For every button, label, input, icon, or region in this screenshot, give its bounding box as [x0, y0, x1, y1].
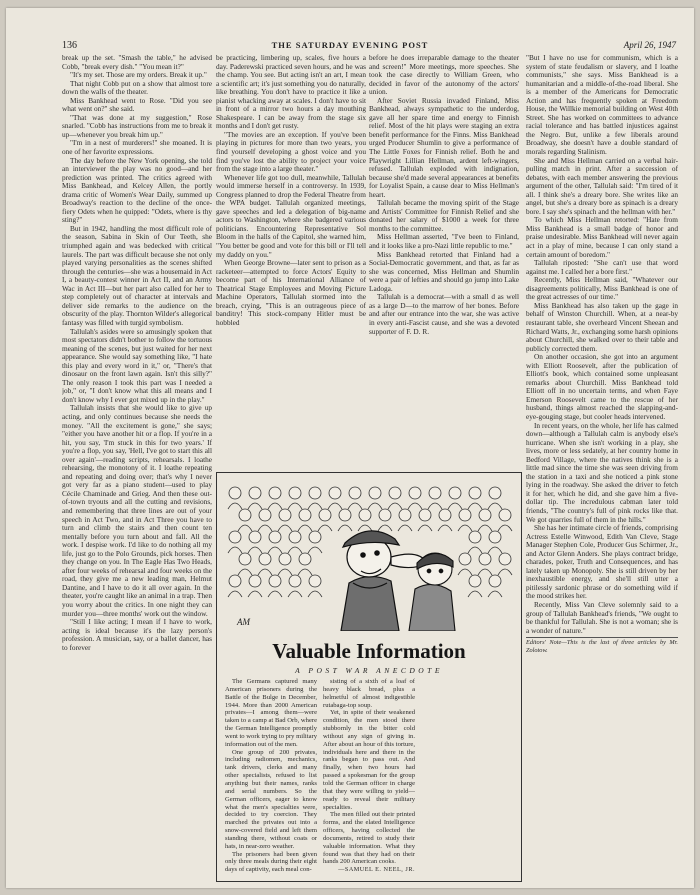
prisoner-head: [479, 553, 491, 565]
article-column-4: [526, 54, 678, 880]
prisoner-head: [489, 487, 501, 499]
editors-note: Editors' Note—This is the last of three articles by Mr. Zolotow.: [526, 639, 678, 654]
prisoner-head: [279, 553, 291, 565]
cartoon-illustration: [223, 479, 515, 631]
prisoner-head: [469, 487, 481, 499]
paragraph: Miss Hellman asserted, "I've been to Finland, and it looks like a pro-Nazi little republic to me.": [369, 232, 519, 251]
prisoner-head: [239, 509, 251, 521]
prisoner-head: [249, 575, 261, 587]
article-column-2: [216, 54, 366, 470]
article-column-1: [62, 54, 212, 880]
prisoner-head: [349, 487, 361, 499]
prisoner-head: [299, 509, 311, 521]
paragraph: Tallulah riposted: "She can't use that word against me. I called her a bore first.": [526, 258, 678, 276]
prisoner-head: [309, 487, 321, 499]
paragraph: But in 1942, handling the most difficult role of the season, Sabina in Skin of Our Teeth, she triumphed again and was bedecked with critical laurels. The part was difficult because she not only played varying personalities as the scenes shifted through the centuries—she was a housemaid in Act I, a beauty-contest winner in Act II, and an Army Wac in Act III—but her part also called for her to step completely out of character at intervals and deliver side remarks to the audience on the obscurity of the play. Thornton Wilder's allegorical fantasy was filled with turgid symbolism.: [62, 223, 212, 327]
paragraph: When George Browne—later sent to prison as a racketeer—attempted to force Actors' Equity to become part of his International Alliance of Theatrical Stage Employees and Moving Picture Machine Operators, Tallulah stormed into the breach, crying, "This is an outrageous piece of banditry! This stock-company Hitler must be hobbled: [216, 258, 366, 327]
paragraph: Tallulah's asides were so amusingly spoken that most spectators didn't bother to follow the tortuous meaning of the scenes, but just waited for her next appearance. She would say something like, "I hate this play and every word in it," or, "There's that dinosaur on the front lawn again. Isn't this silly?" The only reason I took this part was I needed a job," or, "I don't know what this all means and I don't know why I ever got mixed up in the play.": [62, 326, 212, 404]
prisoner-head: [259, 553, 271, 565]
prisoner-head: [469, 575, 481, 587]
paragraph: On another occasion, she got into an argument with Elliott Roosevelt, after the publication of Elliott's book, which contained some unpleasant remarks about Churchill. Miss Bankhead told Elliott off in no uncertain terms, and when Faye Emerson Roosevelt came to the rescue of her husband, things almost reached the slapping-and-eye-gouging stage, but cooler heads intervened.: [526, 352, 678, 421]
prisoner-head: [489, 575, 501, 587]
prisoner-head: [499, 553, 511, 565]
paragraph: To which Miss Hellman retorted: "Hate from Miss Bankhead is a small badge of honor and praise undesirable. Miss Bankhead will never again act in a play of mine, because I can only stand a certain amount of boredom.": [526, 215, 678, 259]
anecdote-subtitle: A POST WAR ANECDOTE: [295, 666, 443, 675]
paragraph: Tallulah is a democrat—with a small d as well as a large D—to the marrow of her bones. Before and after our entrance into the war, she was active in every anti-Fascist cause, and she was a devoted supporter of F. D. R.: [369, 292, 519, 336]
paragraph: "Still I like acting; I mean if I have to work, acting is ideal because it's the lazy person's profession. A musician, say, or a ballet dancer, has to forever: [62, 617, 212, 652]
paragraph: Miss Bankhead went to Rose. "Did you see what went on?" she said.: [62, 95, 212, 114]
paragraph: Miss Bankhead has also taken up the gage in behalf of Winston Churchill. When, at a near-by restaurant table, she overheard Vincent Sheean and Richard Watts, Jr., exchanging some harsh opinions about Churchill, she walked over to their table and publicly corrected them.: [526, 300, 678, 353]
prisoner-head: [259, 509, 271, 521]
prisoner-head: [479, 509, 491, 521]
anecdote-column-1: [225, 678, 317, 874]
prisoner-head: [249, 531, 261, 543]
prisoner-head: [229, 531, 241, 543]
prisoner-head: [399, 509, 411, 521]
prisoner-head: [459, 553, 471, 565]
prisoner-head: [359, 509, 371, 521]
anecdote-box: [216, 472, 522, 882]
prisoner-head: [419, 509, 431, 521]
cartoonist-signature: AM: [237, 617, 250, 627]
article-column-3: [369, 54, 519, 470]
prisoner-head: [269, 531, 281, 543]
anecdote-column-2-body: [323, 678, 415, 866]
paragraph: Recently, Miss Van Cleve solemnly said to a group of Tallulah Bankhead's friends, "We ought to be thankful for Tallulah. She is not a woman; she is a wonder of nature.": [526, 600, 678, 635]
prisoner-head: [449, 487, 461, 499]
issue-date: April 26, 1947: [623, 40, 676, 50]
prisoner-head: [329, 487, 341, 499]
paragraph: The prisoners had been given only three meals during their eight days of captivity, each meal con-: [225, 850, 317, 874]
magazine-page: [6, 8, 694, 888]
prisoner-head: [409, 487, 421, 499]
paragraph: In recent years, on the whole, her life has calmed down—although a Tallulah calm is anybody else's hurricane. When she isn't working in a play, she lives, more or less sedately, at her country home in Bedford Village, where the natives think she is a little mad since the time she was seen driving from the station in a taxi and she noticed a pink stone lying in the roadway. She asked the driver to fetch it for her, which he did, and she gave him a five-dollar tip. The incredulous cabman later told friends, "The country's full of pink rocks like that. We got quarries full of them in the hills.": [526, 420, 678, 524]
prisoner-head: [429, 487, 441, 499]
page-number: 136: [62, 40, 77, 51]
anecdote-title: Valuable Information: [272, 639, 466, 663]
prisoner-head: [379, 509, 391, 521]
paragraph: The men filled out their printed forms, and the elated Intelligence officers, having collected the documents, retired to study their valuable information. What they found was that they had on their hands 200 American cooks.: [323, 811, 415, 866]
paragraph: break up the set. "Smash the table," he advised Cobb, "break every dish." "You mean it?": [62, 54, 212, 71]
paragraph: "That was done at my suggestion," Rose snarled. "Cobb has instructions from me to break it up—whenever you break him up.": [62, 112, 212, 139]
paragraph: before he does irreparable damage to the theater and screen!" More meetings, more speeches. She took the case directly to William Green, who decided in favor of the autonomy of the actors' union.: [369, 54, 519, 97]
prisoner-head: [289, 575, 301, 587]
paragraph: The day before the New York opening, she told an interviewer the play was no good—and her prediction was printed. The critics agreed with Miss Bankhead, and Kelcey Allen, the portly drama critic of Women's Wear Daily, summed up Broadway's reaction to the decline of the once-fiery Odets when he quipped: "Odets, where is thy sting?": [62, 155, 212, 225]
paragraph: Yet, in spite of their weakened condition, the men stood there stubbornly in the bitter cold without any sign of giving in. After about an hour of this torture, individuals here and there in the ranks began to pass out. And finally, when two hours had passed a spokesman for the group told the German officer in charge that they were willing to yield—ready to reveal their military specialties.: [323, 709, 415, 811]
paragraph: That night Cobb put on a show that almost tore down the walls of the theater.: [62, 78, 212, 97]
paragraph: "The movies are an exception. If you've been playing in pictures for more than two years, you find yourself developing a ghost voice and you find you've lost the ability to project your voice from the stage into a large theater.": [216, 129, 366, 174]
masthead: THE SATURDAY EVENING POST: [271, 40, 429, 50]
prisoner-head: [459, 509, 471, 521]
prisoner-head: [229, 575, 241, 587]
prisoner-head: [269, 575, 281, 587]
prisoner-head: [289, 487, 301, 499]
prisoner-head: [239, 553, 251, 565]
prisoner-head: [389, 487, 401, 499]
paragraph: be practicing, limbering up, scales, five hours a day. Paderewski practiced seven hours, and he was the champ. You see. But acting isn't an art, I mean a scientific art; it's just something you do naturally, like breathing. You don't have to practice it like a pianist whacking away at scales. I don't have to sit in front of a mirror two hours a day mouthing Shakespeare. I can be away from the stage six months and I don't get rusty.: [216, 54, 366, 131]
paragraph: Tallulah insists that she would like to give up acting, and only continues because she needs the money. "All the excitement is gone," she says; "either you have another hit or a flop. If you're in a hit, you say, 'I'm stuck in this for two years.' If you're a flop, you say, 'Hell, I've got to start this all over again'—reading scripts, rehearsals. I loathe rehearsing, the monotony of it. I loathe repeating and repeating and doing over; that's why I never got very far as a piano student—used to play Cécile Chaminade and Grieg. And then these out-of-town tryouts and all the cutting and revisions, and remembering that three lines are out of your speech in Act Two, and in Act Three you have to turn and climb the stairs and then count ten mentally before you turn about and fall. All the work. I despise work. I'd like to do nothing all my life, just go to the Polo Grounds, pick horses. Then they change on you. In The Eagle Has Two Heads, after four weeks of rehearsal and four weeks on the road, they give me a new leading man, Helmut Dantine, and I have to do it all over again. In the theater, you're caught like an animal in a trap. Then you worry about the critics. In one night they can murder you—three months' work out the window.: [62, 403, 212, 618]
prisoner-head: [249, 487, 261, 499]
prisoner-head: [309, 531, 321, 543]
prisoner-head: [469, 531, 481, 543]
prisoner-head: [499, 509, 511, 521]
prisoner-head: [369, 487, 381, 499]
paragraph: She and Miss Hellman carried on a verbal hair-pulling match in print. After a succession of debates, with each member answering the previous argument of the other, Tallulah said: "I'm tired of it all. I think she's a dreary bore. She writes like an angel, but she's a dreary bore as spinach is a dreary bore. I say she's spinach and the hellman with her.": [526, 155, 678, 216]
anecdote-column-2: [323, 678, 415, 874]
paragraph: "It's my set. Those are my orders. Break it up.": [70, 70, 207, 80]
paragraph: sisting of a sixth of a loaf of heavy black bread, plus a helmetful of almost indigestible rutabaga-top soup.: [323, 678, 415, 709]
paragraph: Tallulah became the moving spirit of the Stage and Artists' Committee for Finnish Relief and she donated her salary of $1000 a week for three months to the committee.: [369, 198, 519, 233]
prisoner-head: [439, 509, 451, 521]
anecdote-signature: —SAMUEL E. NEEL, JR.: [338, 866, 415, 874]
prisoner-head: [309, 575, 321, 587]
paragraph: "But I have no use for communism, which is a system of state feudalism or slavery, and I loathe communists," she says. Miss Bankhead is a humanitarian and a middle-of-the-road liberal. She is a member of the Americans for Democratic Action and has frequently spoken at Freedom House, the Willkie memorial building on West 40th Street. She has worked on committees to advance racial tolerance and has battled injustices against the Negro. But, unlike a few liberals around Broadway, she doesn't have a double standard of morals regarding Stalinism.: [526, 54, 678, 157]
prisoner-head: [229, 487, 241, 499]
article-column-4-body: [526, 54, 678, 635]
paragraph: Whenever life got too dull, meanwhile, Tallulah would immerse herself in a controversy. In 1939, Congress planned to drop the Federal Theatre from the WPA budget. Tallulah organized meetings, gave speeches and led a delegation of big-name actors to Washington, where she badgered various politicians. Encountering Representative Sol Bloom in the halls of the Capitol, she warned him, "You better be good and vote for this bill or I'll tell my daddy on you.": [216, 172, 366, 259]
paragraph: One group of 200 privates, including radiomen, mechanics, tank drivers, clerks and many other specialists, refused to list anything but their names, ranks and serial numbers. So the German officers, eager to know what the men's specialties were, decided to try coercion. They marched the privates out into a snow-covered field and left them standing there, without coats or hats, in near-zero weather.: [225, 748, 317, 850]
anecdote-column-3: [421, 678, 513, 874]
prisoner-head: [489, 531, 501, 543]
prisoner-head: [269, 487, 281, 499]
paragraph: After Soviet Russia invaded Finland, Miss Bankhead, always sympathetic to the underdog, gave all her spare time and energy to Finnish relief. Most of the hit plays were staging an extra benefit performance for the Finns. Miss Bankhead urged Producer Shumlin to give a performance of The Little Foxes for Finnish relief. Both he and Playwright Lillian Hellman, ardent left-wingers, refused. Tallulah exploded with indignation, because she'd made several appearances at benefits for Loyalist Spain, a cause dear to Miss Hellman's heart.: [369, 95, 519, 199]
paragraph: The Germans captured many American prisoners during the Battle of the Bulge in December, 1944. More than 2000 American privates—I among them—were taken to a camp at Bad Orb, where the German Intelligence promptly went to work trying to pry military information out of the men.: [225, 678, 317, 748]
paragraph: "I'm in a nest of murderers!" she moaned. It is one of her favorite expressions.: [62, 138, 212, 157]
prisoner-head: [339, 509, 351, 521]
prisoner-head: [279, 509, 291, 521]
prisoner-head: [289, 531, 301, 543]
paragraph: Recently, Miss Hellman said, "Whatever our disagreements politically, Miss Bankhead is one of the great actresses of our time.": [526, 275, 678, 302]
prisoner-head: [319, 509, 331, 521]
prisoner-head: [299, 553, 311, 565]
paragraph: She has her intimate circle of friends, comprising Actress Estelle Winwood, Edith Van Cleve, Stage Manager Stephen Cole, Producer Gus Schirmer, Jr., and Actor Glenn Anders. She plays contract bridge, charades, poker, Truth and Consequences, and has lately taken up Monopoly. She is still driven by her inexhaustible energy, and she'll still utter a pitilessly sardonic phrase or do something wild if the mood strikes her.: [526, 523, 678, 601]
paragraph: Miss Bankhead retorted that Finland had a Social-Democratic government, and that, as far as she was concerned, Miss Hellman and Shumlin were a pair of lefties and should go jump into Lake Ladoga.: [369, 249, 519, 293]
